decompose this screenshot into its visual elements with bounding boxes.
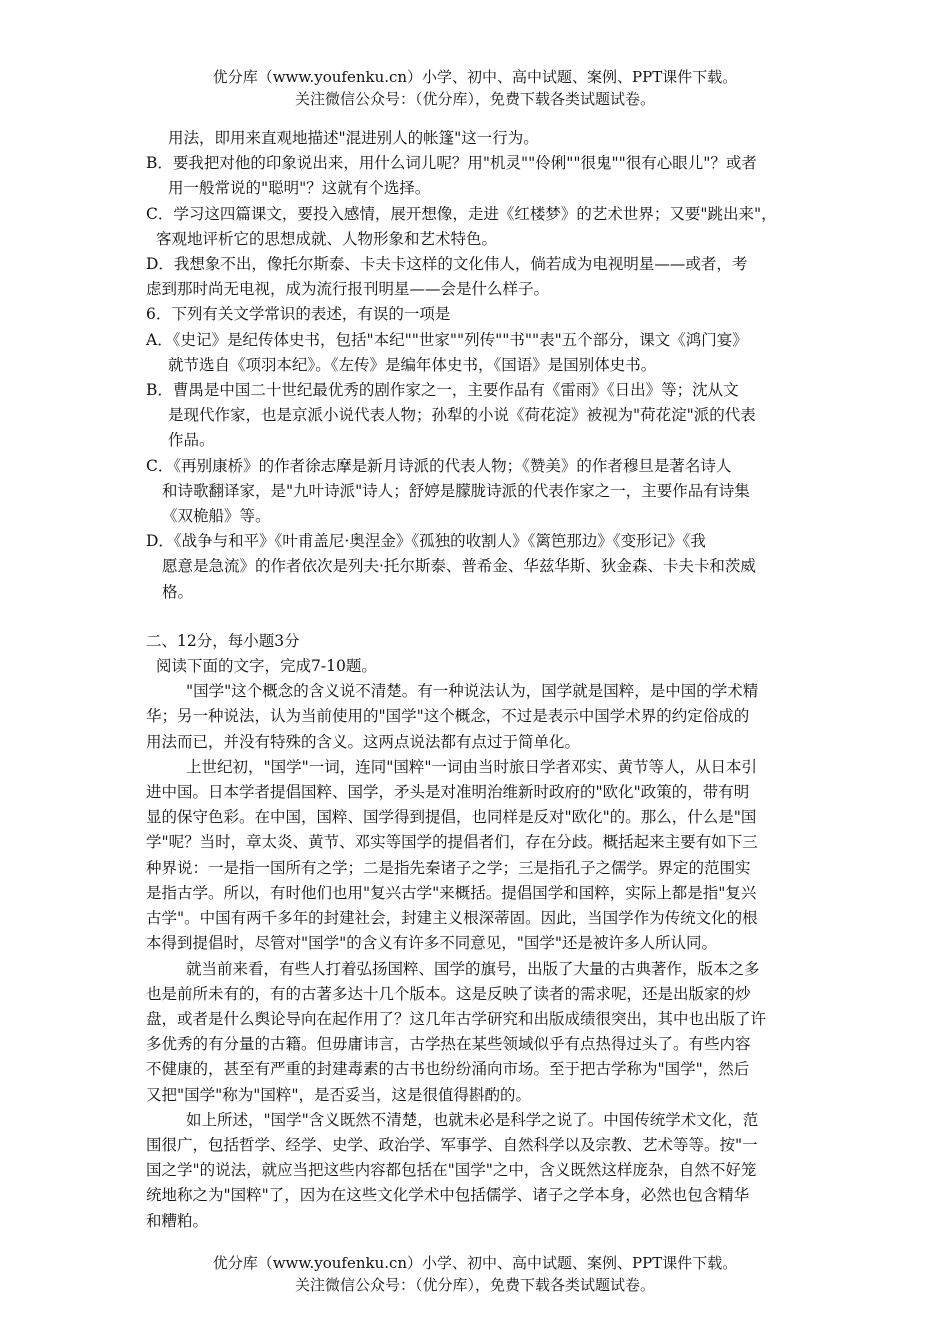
- q6-option-b-line-1: B．曹禺是中国二十世纪最优秀的剧作家之一，主要作品有《雷雨》《日出》等；沈从文: [146, 381, 739, 400]
- q6-option-a-line-1: A．《史记》是纪传体史书，包括"本纪""世家""列传""书""表"五个部分，课文《鸿门宴》: [146, 330, 748, 349]
- paragraph-line: 进中国。日本学者提倡国粹、国学，矛头是对准明治维新时政府的"欧化"政策的，带有明: [146, 783, 750, 802]
- q5-option-b-line-2: 用一般常说的"聪明"？这就有个选择。: [168, 179, 431, 198]
- paragraph-line: 又把"国学"称为"国粹"，是否妥当，这是很值得斟酌的。: [146, 1085, 532, 1104]
- section-2: [146, 629, 810, 1234]
- paragraph-line: 也是前所未有的，有的古著多达十几个版本。这是反映了读者的需求呢，还是出版家的炒: [146, 984, 751, 1003]
- header-line-1: 优分库（www.youfenku.cn）小学、初中、高中试题、案例、PPT课件下载。: [212, 68, 738, 86]
- header-line-2: 关注微信公众号：（优分库），免费下载各类试题试卷。: [294, 90, 655, 108]
- q6-option-a-line-2: 就节选自《项羽本纪》。《左传》是编年体史书，《国语》是国别体史书。: [168, 355, 657, 374]
- footer-line-2: 关注微信公众号：（优分库），免费下载各类试题试卷。: [294, 1276, 655, 1294]
- q5-option-d-line-2: 虑到那时尚无电视，成为流行报刊明星——会是什么样子。: [146, 280, 550, 299]
- q6-option-d-line-3: 格。: [162, 582, 194, 601]
- q6-option-d-line-2: 愿意是急流》的作者依次是列夫·托尔斯泰、普希金、华兹华斯、狄金森、卡夫卡和茨威: [162, 557, 756, 576]
- section-2-title: 二、12分，每小题3分: [146, 631, 300, 650]
- q6-option-c-line-2: 和诗歌翻译家，是"九叶诗派"诗人；舒婷是朦胧诗派的代表作家之一，主要作品有诗集: [162, 481, 750, 500]
- q5-option-c-line-2: 客观地评析它的思想成就、人物形象和艺术特色。: [156, 229, 498, 248]
- paragraph-line: 本得到提倡时，尽管对"国学"的含义有许多不同意见，"国学"还是被许多人所认同。: [146, 934, 718, 953]
- paragraph-line: 上世纪初，"国学"一词，连同"国粹"一词由当时旅日学者邓实、黄节等人，从日本引: [186, 757, 758, 776]
- section-spacer: [146, 605, 810, 629]
- paragraph-line: 围很广，包括哲学、经学、史学、政治学、军事学、自然科学以及宗教、艺术等等。按"一: [146, 1135, 758, 1154]
- passage-paragraph-4: [146, 1108, 810, 1234]
- passage-paragraph-2: [146, 755, 810, 957]
- paragraph-line: 国之学"的说法，就应当把这些内容都包括在"国学"之中，含义既然这样庞杂，自然不好笼: [146, 1161, 757, 1180]
- paragraph-line: 统地称之为"国粹"了，因为在这些文化学术中包括儒学、诸子之学本身，必然也包含精华: [146, 1186, 750, 1205]
- q6-stem: 6．下列有关文学常识的表述，有误的一项是: [146, 305, 451, 324]
- q5-option-d-line-1: D．我想象不出，像托尔斯泰、卡夫卡这样的文化伟人，倘若成为电视明星——或者，考: [146, 255, 748, 274]
- question-5-options: [146, 126, 810, 302]
- page-footer: [0, 1252, 950, 1296]
- q6-option-b-line-3: 作品。: [168, 431, 215, 450]
- paragraph-line: 华；另一种说法，认为当前使用的"国学"这个概念，不过是表示中国学术界的约定俗成的: [146, 707, 750, 726]
- paragraph-line: 和糟粕。: [146, 1211, 209, 1230]
- paragraph-line: 是指古学。所以，有时他们也用"复兴古学"来概括。提倡国学和国粹，实际上都是指"复兴: [146, 883, 757, 902]
- q5-option-b-line-1: B．要我把对他的印象说出来，用什么词儿呢？用"机灵""伶俐""很鬼""很有心眼儿"？或者: [146, 154, 757, 173]
- q6-option-c-line-1: C．《再别康桥》的作者徐志摩是新月诗派的代表人物；《赞美》的作者穆旦是著名诗人: [146, 456, 732, 475]
- paragraph-line: 不健康的，甚至有严重的封建毒素的古书也纷纷涌向市场。至于把古学称为"国学"，然后: [146, 1060, 750, 1079]
- document-body: [146, 126, 810, 1234]
- page-header: [0, 66, 950, 110]
- paragraph-line: 种界说：一是指一国所有之学；二是指先秦诸子之学；三是指孔子之儒学。界定的范围实: [146, 858, 751, 877]
- footer-line-1: 优分库（www.youfenku.cn）小学、初中、高中试题、案例、PPT课件下载。: [212, 1254, 738, 1272]
- q5-option-c-line-1: C．学习这四篇课文，要投入感情，展开想像，走进《红楼梦》的艺术世界；又要"跳出来"，: [146, 204, 777, 223]
- paragraph-line: "国学"这个概念的含义说不清楚。有一种说法认为，国学就是国粹，是中国的学术精: [186, 682, 759, 701]
- question-6: [146, 302, 810, 604]
- q6-option-d-line-1: D．《战争与和平》《叶甫盖尼·奥涅金》《孤独的收割人》《篱笆那边》《变形记》《我: [146, 532, 706, 551]
- paragraph-line: 学"呢？当时，章太炎、黄节、邓实等国学的提倡者们，存在分歧。概括起来主要有如下三: [146, 833, 758, 852]
- paragraph-line: 古学"。中国有两千多年的封建社会，封建主义根深蒂固。因此，当国学作为传统文化的根: [146, 909, 758, 928]
- passage-paragraph-3: [146, 957, 810, 1108]
- q5-option-a-tail: 用法，即用来直观地描述"混进别人的帐篷"这一行为。: [168, 129, 539, 147]
- paragraph-line: 如上所述，"国学"含义既然不清楚，也就未必是科学之说了。中国传统学术文化，范: [186, 1110, 759, 1129]
- paragraph-line: 多优秀的有分量的古籍。但毋庸讳言，古学热在某些领域似乎有点热得过头了。有些内容: [146, 1035, 751, 1054]
- q6-option-c-line-3: 《双桅船》等。: [162, 507, 271, 526]
- paragraph-line: 显的保守色彩。在中国，国粹、国学得到提倡，也同样是反对"欧化"的。那么，什么是"国: [146, 808, 757, 827]
- paragraph-line: 就当前来看，有些人打着弘扬国粹、国学的旗号，出版了大量的古典著作，版本之多: [186, 959, 760, 978]
- paragraph-line: 盘，或者是什么舆论导向在起作用了？这几年古学研究和出版成绩很突出，其中也出版了许: [146, 1009, 767, 1028]
- paragraph-line: 用法而已，并没有特殊的含义。这两点说法都有点过于简单化。: [146, 732, 581, 751]
- passage-paragraph-1: [146, 679, 810, 755]
- section-2-instruction: 阅读下面的文字，完成7-10题。: [156, 657, 377, 676]
- q6-option-b-line-2: 是现代作家，也是京派小说代表人物；孙犁的小说《荷花淀》被视为"荷花淀"派的代表: [168, 406, 756, 425]
